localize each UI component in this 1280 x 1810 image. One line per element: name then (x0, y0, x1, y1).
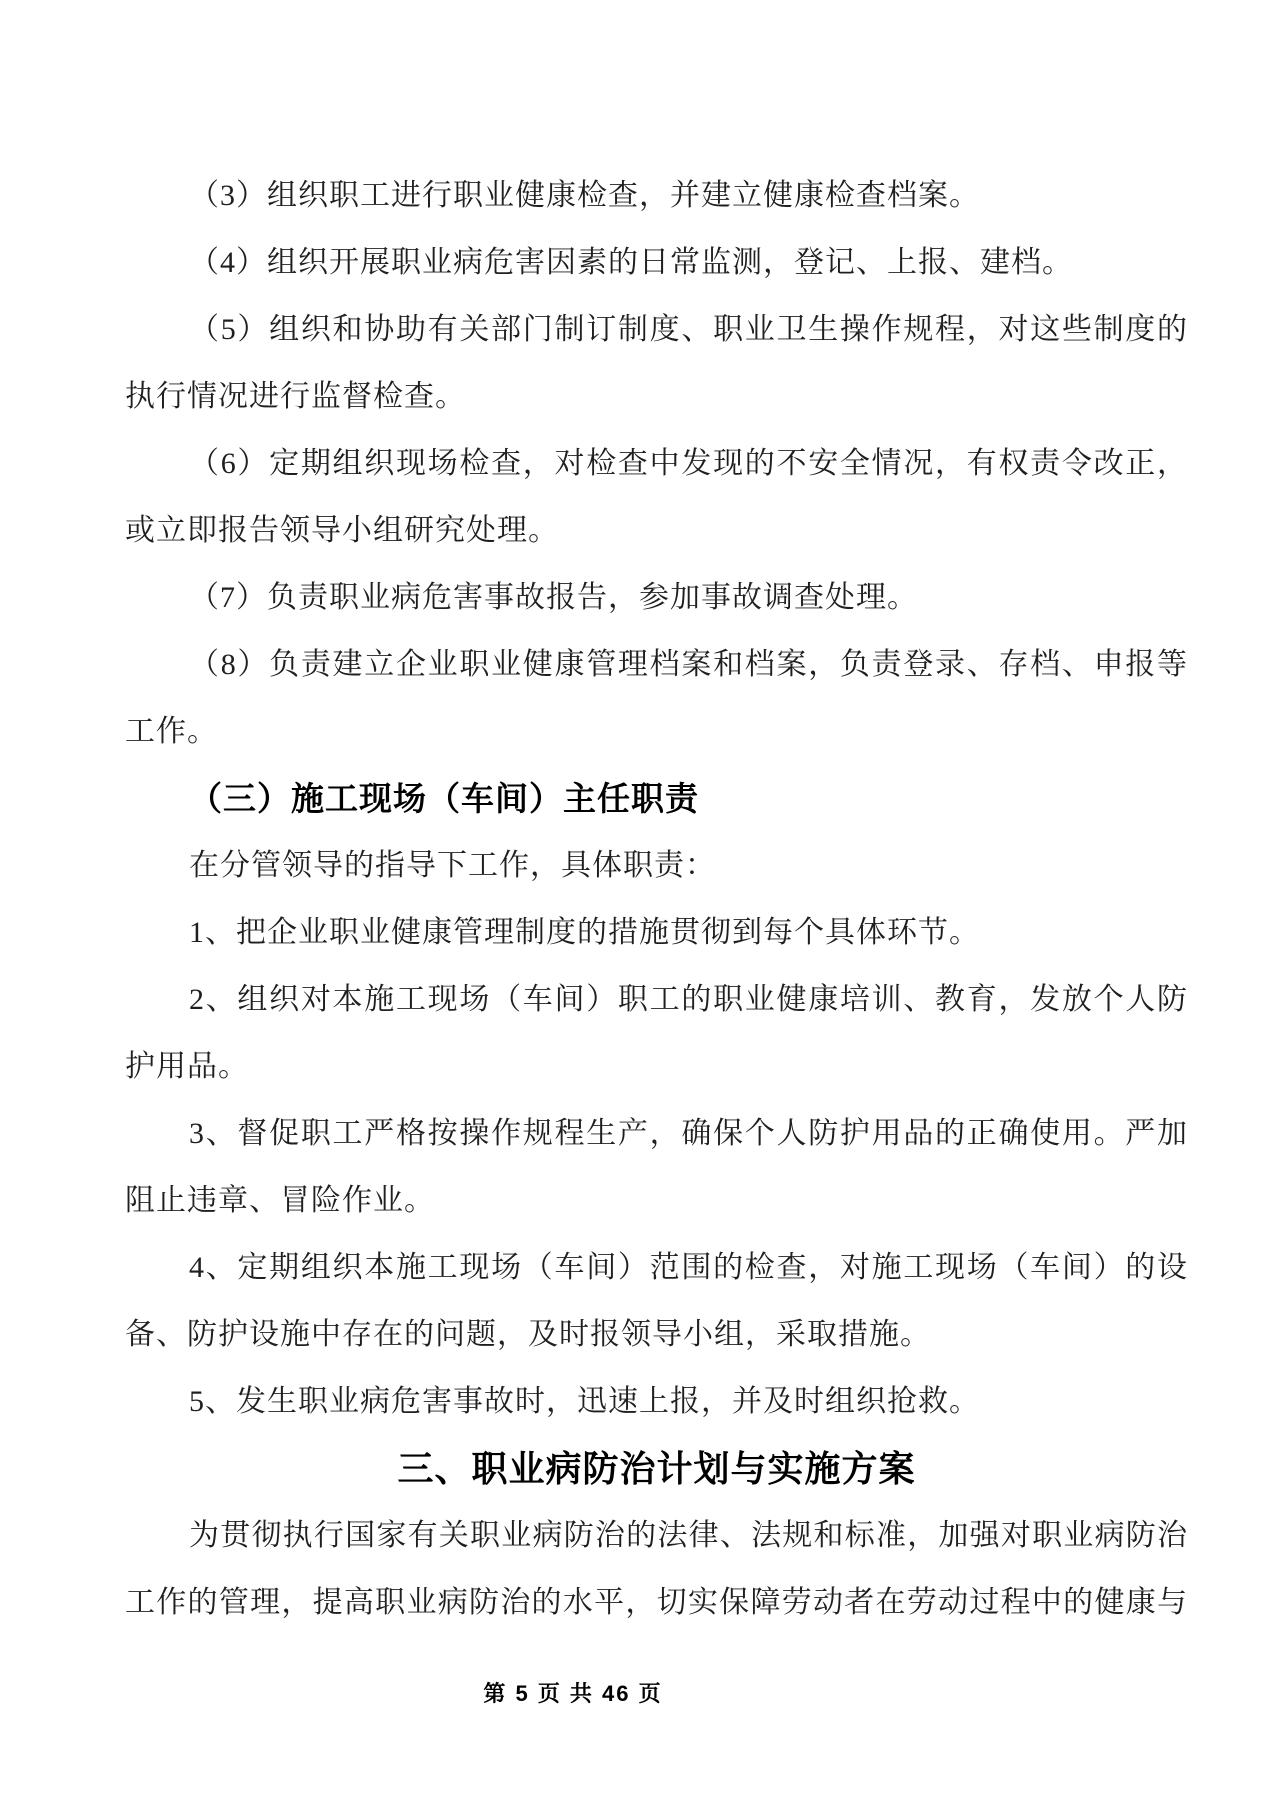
text-line: 执行情况进行监督检查。 (125, 380, 466, 413)
page-footer: 第 5 页 共 46 页 (483, 1681, 663, 1706)
text-line: 4、定期组织本施工现场（车间）范围的检查，对施工现场（车间）的设 (189, 1251, 1188, 1284)
text-line: 工作的管理，提高职业病防治的水平，切实保障劳动者在劳动过程中的健康与 (125, 1586, 1188, 1619)
text-line: 3、督促职工严格按操作规程生产，确保个人防护用品的正确使用。严加 (189, 1117, 1188, 1150)
text-line: （3）组织职工进行职业健康检查，并建立健康检查档案。 (189, 179, 980, 212)
text-line: 在分管领导的指导下工作，具体职责： (189, 849, 716, 882)
text-line: 2、组织对本施工现场（车间）职工的职业健康培训、教育，发放个人防 (189, 983, 1188, 1016)
document-body (125, 162, 1188, 1636)
text-line: （6）定期组织现场检查，对检查中发现的不安全情况，有权责令改正， (189, 447, 1188, 480)
text-line: 5、发生职业病危害事故时，迅速上报，并及时组织抢救。 (189, 1385, 980, 1418)
text-line: （7）负责职业病危害事故报告，参加事故调查处理。 (189, 581, 918, 614)
text-line: 或立即报告领导小组研究处理。 (125, 514, 559, 547)
text-line: 备、防护设施中存在的问题，及时报领导小组，采取措施。 (125, 1318, 931, 1351)
text-line: （4）组织开展职业病危害因素的日常监测，登记、上报、建档。 (189, 246, 1073, 279)
text-line: 阻止违章、冒险作业。 (125, 1184, 435, 1217)
text-line: 工作。 (125, 715, 218, 748)
text-line: （8）负责建立企业职业健康管理档案和档案，负责登录、存档、申报等 (189, 648, 1188, 681)
text-line: 护用品。 (125, 1050, 249, 1083)
text-line: （5）组织和协助有关部门制订制度、职业卫生操作规程，对这些制度的 (189, 313, 1188, 346)
chapter-heading: 三、职业病防治计划与实施方案 (397, 1448, 916, 1489)
text-line: 为贯彻执行国家有关职业病防治的法律、法规和标准，加强对职业病防治 (189, 1519, 1188, 1552)
section-heading: （三）施工现场（车间）主任职责 (189, 780, 699, 817)
text-line: 1、把企业职业健康管理制度的措施贯彻到每个具体环节。 (189, 916, 980, 949)
